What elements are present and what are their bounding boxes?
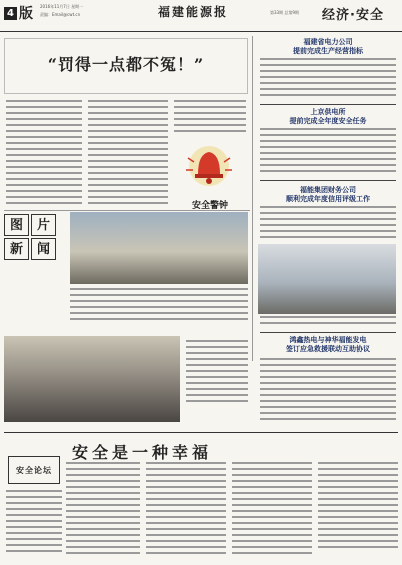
forum-headline: 安全是一种幸福: [72, 443, 213, 462]
main-article-body-right: [174, 100, 246, 136]
sidebar-rule: [260, 332, 396, 333]
forum-body-0: [6, 490, 62, 558]
photo-caption-2: [186, 340, 248, 412]
news-label-cell: 片: [31, 214, 56, 236]
column-divider: [252, 36, 253, 361]
page-suffix: 版: [19, 6, 33, 22]
issue-date: 2016年11月7日 星期一: [40, 4, 84, 9]
sidebar-body-1: [260, 58, 396, 102]
editor-line: 责编：Email@cwt.cn: [40, 12, 81, 17]
page-number-box: 4: [4, 7, 17, 20]
sidebar-headline-4: [258, 336, 398, 354]
sidebar-headline-line: 上京供电所: [310, 108, 346, 116]
paper-title: 福建能源报: [158, 5, 229, 19]
sidebar-body-3b: [260, 316, 396, 330]
sidebar-headline-line: 签订应急救援联动互助协议: [286, 345, 370, 353]
picture-news-label: [4, 214, 60, 266]
forum-tag: 安全论坛: [8, 456, 60, 484]
section-divider: [4, 210, 250, 211]
forum-body-3: [232, 462, 312, 558]
sidebar-headline-line: 福能集团财务公司: [300, 186, 356, 194]
sidebar-body-2: [260, 128, 396, 178]
alarm-bell-icon: [176, 140, 242, 196]
bottom-divider: [4, 432, 398, 433]
sidebar-body-3: [260, 206, 396, 242]
photo-caption-1: [70, 288, 248, 328]
forum-body-1: [66, 462, 140, 558]
page-number: [4, 3, 33, 23]
forum-body-4: [318, 462, 398, 552]
news-photo-training: [4, 336, 180, 422]
main-article-body-left: [6, 100, 82, 208]
issue-number: 第33期 总第9期: [270, 10, 299, 15]
sidebar-headline-1: [258, 38, 398, 56]
sidebar-body-4: [260, 358, 396, 428]
sidebar-headline-line: 福建省电力公司: [303, 38, 353, 46]
sidebar-rule: [260, 180, 396, 181]
safety-alarm-label: 安全警钟: [191, 201, 228, 211]
sidebar-headline-line: 提前完成全年度安全任务: [289, 117, 367, 125]
main-headline: “罚得一点都不冤！”: [47, 55, 205, 74]
sidebar-headline-line: 提前完成生产经营指标: [293, 47, 363, 55]
news-photo-drill: [70, 212, 248, 284]
sidebar-photo-plant: [258, 244, 396, 314]
sidebar-headline-line: 顺利完成年度信用评级工作: [286, 195, 370, 203]
news-label-cell: 闻: [31, 238, 56, 260]
section-title: 经济·安全: [322, 8, 384, 23]
sidebar-headline-3: [258, 186, 398, 204]
forum-body-2: [146, 462, 226, 558]
main-article-body-mid: [88, 100, 168, 208]
masthead: [0, 0, 402, 32]
sidebar-rule: [260, 104, 396, 105]
news-label-cell: 新: [4, 238, 29, 260]
news-label-cell: 图: [4, 214, 29, 236]
sidebar-headline-2: [258, 108, 398, 126]
sidebar-headline-line: 鸿鑫热电与神华福能发电: [289, 336, 367, 344]
